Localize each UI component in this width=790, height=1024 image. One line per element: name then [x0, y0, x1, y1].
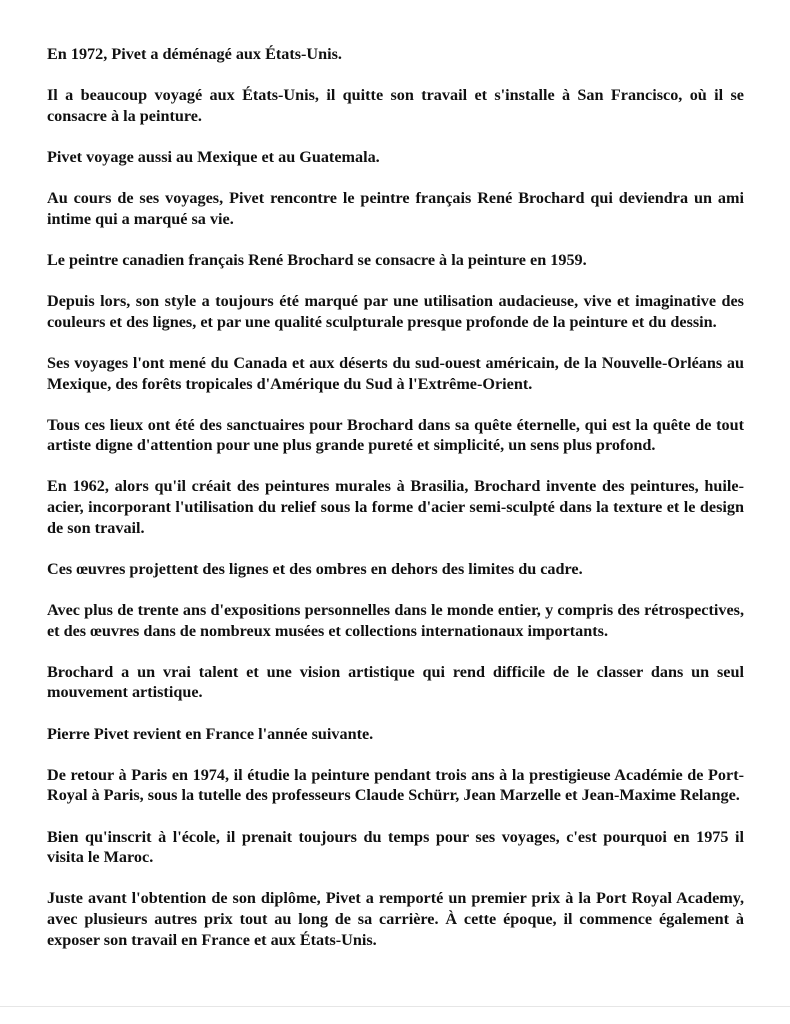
paragraph-16: Juste avant l'obtention de son diplôme, Pivet a remporté un premier prix à la Port Royal Academy, avec plusieurs autres prix tout au long de sa carrière. À cette époque, il commence également à exposer son travail en France et aux États-Unis.	[47, 889, 744, 949]
paragraph-8: Tous ces lieux ont été des sanctuaires pour Brochard dans sa quête éternelle, qui est la quête de tout artiste digne d'attention pour une plus grande pureté et simplicité, un sens plus profond.	[47, 415, 744, 455]
paragraph-5: Le peintre canadien français René Brochard se consacre à la peinture en 1959.	[47, 250, 587, 269]
paragraph-10: Ces œuvres projettent des lignes et des ombres en dehors des limites du cadre.	[47, 559, 583, 578]
paragraph-3: Pivet voyage aussi au Mexique et au Guatemala.	[47, 147, 380, 166]
paragraph-7: Ses voyages l'ont mené du Canada et aux déserts du sud-ouest américain, de la Nouvelle-Orléans au Mexique, des forêts tropicales d'Amérique du Sud à l'Extrême-Orient.	[47, 353, 744, 393]
paragraph-11: Avec plus de trente ans d'expositions personnelles dans le monde entier, y compris des rétrospectives, et des œuvres dans de nombreux musées et collections internationaux importants.	[47, 601, 744, 640]
paragraph-6: Depuis lors, son style a toujours été marqué par une utilisation audacieuse, vive et imaginative des couleurs et des lignes, et par une qualité sculpturale presque profonde de la peinture et du dessin.	[47, 292, 744, 331]
paragraph-9: En 1962, alors qu'il créait des peintures murales à Brasilia, Brochard invente des peintures, huile-acier, incorporant l'utilisation du relief sous la forme d'acier semi-sculpté dans la texture et le design de son travail.	[47, 477, 744, 537]
document-body	[47, 44, 744, 950]
paragraph-1: En 1972, Pivet a déménagé aux États-Unis.	[47, 45, 342, 63]
paragraph-4: Au cours de ses voyages, Pivet rencontre le peintre français René Brochard qui deviendra un ami intime qui a marqué sa vie.	[47, 189, 744, 228]
paragraph-13: Pierre Pivet revient en France l'année suivante.	[47, 724, 374, 743]
paragraph-12: Brochard a un vrai talent et une vision artistique qui rend difficile de le classer dans un seul mouvement artistique.	[47, 662, 744, 702]
scan-edge-line	[0, 1006, 790, 1007]
paragraph-2: Il a beaucoup voyagé aux États-Unis, il quitte son travail et s'installe à San Francisco, où il se consacre à la peinture.	[47, 86, 744, 125]
paragraph-15: Bien qu'inscrit à l'école, il prenait toujours du temps pour ses voyages, c'est pourquoi en 1975 il visita le Maroc.	[47, 827, 744, 867]
paragraph-14: De retour à Paris en 1974, il étudie la peinture pendant trois ans à la prestigieuse Académie de Port-Royal à Paris, sous la tutelle des professeurs Claude Schürr, Jean Marzelle et Jean-Maxime Relange.	[47, 765, 744, 805]
